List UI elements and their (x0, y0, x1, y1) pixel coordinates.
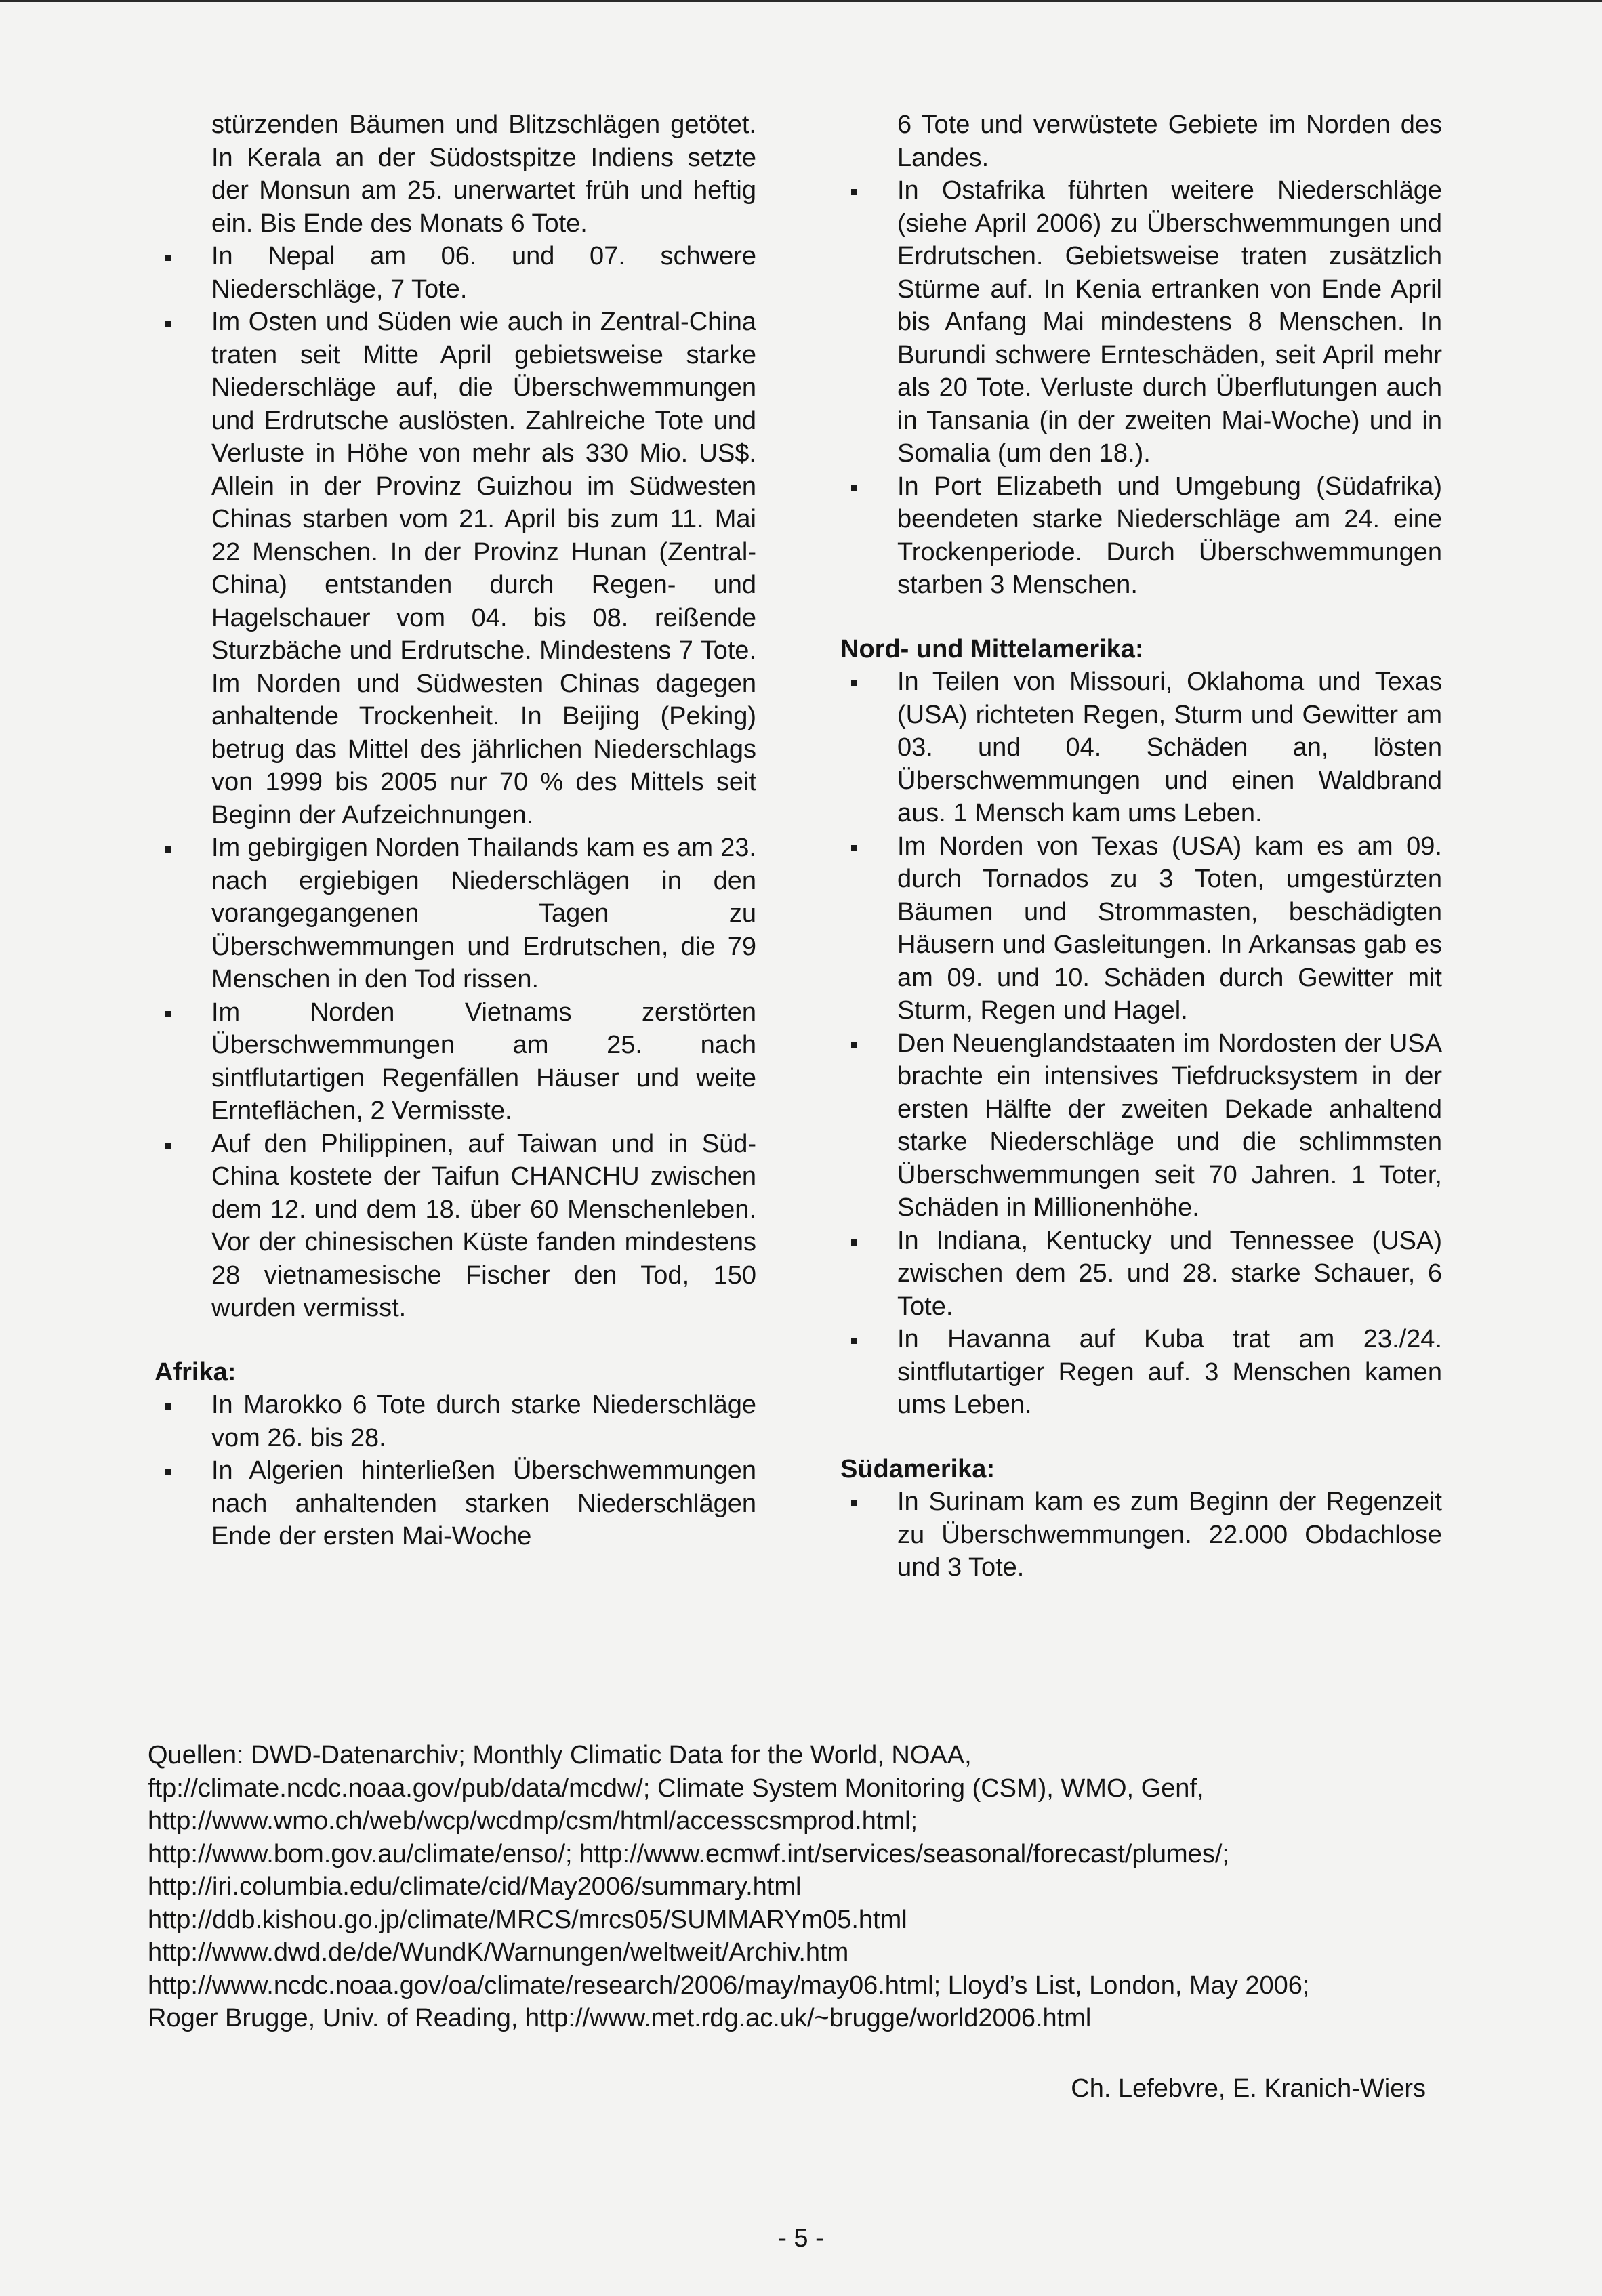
list-item: Den Neuenglandstaaten im Nordosten der USA brachte ein intensives Tiefdrucksystem in der ersten Hälfte der zweiten Dekade anhaltend starke Niederschläge und die schlimmsten Überschwemmungen seit 70 Jahren. 1 Toter, Schäden in Millionenhöhe. (840, 1027, 1442, 1225)
source-line: http://www.wmo.ch/web/wcp/wcdmp/csm/html/accesscsmprod.html; (148, 1807, 918, 1835)
list-item: In Port Elizabeth und Umgebung (Südafrika) beendeten starke Niederschläge am 24. eine Trockenperiode. Durch Überschwemmungen starben 3 Menschen. (840, 470, 1442, 602)
source-line: http://www.ncdc.noaa.gov/oa/climate/research/2006/may/may06.html; Lloyd’s List, London, May 2006; (148, 1971, 1310, 2000)
page-number: - 5 - (778, 2224, 824, 2253)
source-line: Quellen: DWD-Datenarchiv; Monthly Climatic Data for the World, NOAA, (148, 1741, 972, 1769)
top-border-line (0, 0, 1602, 2)
nord-mittelamerika-list (840, 665, 1442, 1422)
source-line: http://www.dwd.de/de/WundK/Warnungen/weltweit/Archiv.htm (148, 1938, 849, 1967)
authors: Ch. Lefebvre, E. Kranich-Wiers (1071, 2074, 1426, 2103)
list-item: In Surinam kam es zum Beginn der Regenzeit zu Überschwemmungen. 22.000 Obdachlose und 3 Tote. (840, 1485, 1442, 1584)
sources-block (148, 1739, 1476, 2035)
list-item: In Indiana, Kentucky und Tennessee (USA) zwischen dem 25. und 28. starke Schauer, 6 Tote. (840, 1225, 1442, 1324)
list-item: Auf den Philippinen, auf Taiwan und in Süd-China kostete der Taifun CHANCHU zwischen dem 12. und dem 18. über 60 Menschenleben. Vor der chinesischen Küste fanden mindestens 28 vietnamesische Fischer den Tod, 150 wurden vermisst. (155, 1128, 756, 1325)
right-column (840, 108, 1442, 1584)
list-item: In Marokko 6 Tote durch starke Niederschläge vom 26. bis 28. (155, 1389, 756, 1454)
source-line: http://www.bom.gov.au/climate/enso/; http://www.ecmwf.int/services/seasonal/forecast/plumes/; (148, 1839, 1229, 1868)
list-item: Im Norden Vietnams zerstörten Überschwemmungen am 25. nach sintflutartigen Regenfällen Häuser und weite Ernteflächen, 2 Vermisste. (155, 996, 756, 1128)
list-item: In Teilen von Missouri, Oklahoma und Texas (USA) richteten Regen, Sturm und Gewitter am 03. und 04. Schäden an, lösten Überschwemmungen und einen Waldbrand aus. 1 Mensch kam ums Leben. (840, 665, 1442, 830)
suedamerika-list (840, 1485, 1442, 1584)
continuation-paragraph: stürzenden Bäumen und Blitzschlägen getötet. In Kerala an der Südostspitze Indiens setzte der Monsun am 25. unerwartet früh und heftig ein. Bis Ende des Monats 6 Tote. (211, 110, 756, 238)
left-column (155, 108, 756, 1553)
list-item: In Ostafrika führten weitere Niederschläge (siehe April 2006) zu Überschwemmungen und Erdrutschen. Gebietsweise traten zusätzlich Stürme auf. In Kenia ertranken von Ende April bis Anfang Mai mindestens 8 Menschen. In Burundi schwere Ernteschäden, seit April mehr als 20 Tote. Verluste durch Überflutungen auch in Tansania (in der zweiten Mai-Woche) und in Somalia (um den 18.). (840, 174, 1442, 470)
list-item: Im Norden von Texas (USA) kam es am 09. durch Tornados zu 3 Toten, umgestürzten Bäumen und Strommasten, beschädigten Häusern und Gasleitungen. In Arkansas gab es am 09. und 10. Schäden durch Gewitter mit Sturm, Regen und Hagel. (840, 830, 1442, 1027)
section-heading-suedamerika: Südamerika: (840, 1454, 995, 1483)
source-line: http://ddb.kishou.go.jp/climate/MRCS/mrcs05/SUMMARYm05.html (148, 1905, 907, 1934)
list-item: Im Osten und Süden wie auch in Zentral-China traten seit Mitte April gebietsweise starke Niederschläge auf, die Überschwemmungen und Erdrutsche auslösten. Zahlreiche Tote und Verluste in Höhe von mehr als 330 Mio. US$. Allein in der Provinz Guizhou im Südwesten Chinas starben vom 21. April bis zum 11. Mai 22 Menschen. In der Provinz Hunan (Zentral-China) entstanden durch Regen- und Hagelschauer vom 04. bis 08. reißende Sturzbäche und Erdrutsche. Mindestens 7 Tote. Im Norden und Südwesten Chinas dagegen anhaltende Trockenheit. In Beijing (Peking) betrug das Mittel des jährlichen Niederschlags von 1999 bis 2005 nur 70 % des Mittels seit Beginn der Aufzeichnungen. (155, 306, 756, 832)
list-item: In Algerien hinterließen Überschwemmungen nach anhaltenden starken Niederschlägen Ende der ersten Mai-Woche (155, 1454, 756, 1553)
asia-list (155, 240, 756, 1325)
source-line: http://iri.columbia.edu/climate/cid/May2006/summary.html (148, 1872, 802, 1901)
continuation-paragraph: 6 Tote und verwüstete Gebiete im Norden des Landes. (897, 110, 1442, 172)
afrika-list-continued (840, 174, 1442, 602)
list-item: In Havanna auf Kuba trat am 23./24. sintflutartiger Regen auf. 3 Menschen kamen ums Leben. (840, 1323, 1442, 1422)
afrika-list (155, 1389, 756, 1553)
source-line: ftp://climate.ncdc.noaa.gov/pub/data/mcdw/; Climate System Monitoring (CSM), WMO, Genf, (148, 1774, 1204, 1803)
list-item: Im gebirgigen Norden Thailands kam es am 23. nach ergiebigen Niederschlägen in den vorangegangenen Tagen zu Überschwemmungen und Erdrutschen, die 79 Menschen in den Tod rissen. (155, 832, 756, 996)
source-line: Roger Brugge, Univ. of Reading, http://www.met.rdg.ac.uk/~brugge/world2006.html (148, 2004, 1092, 2032)
section-heading-nord-mittelamerika: Nord- und Mittelamerika: (840, 634, 1144, 663)
section-heading-afrika: Afrika: (155, 1357, 237, 1387)
list-item: In Nepal am 06. und 07. schwere Niederschläge, 7 Tote. (155, 240, 756, 306)
